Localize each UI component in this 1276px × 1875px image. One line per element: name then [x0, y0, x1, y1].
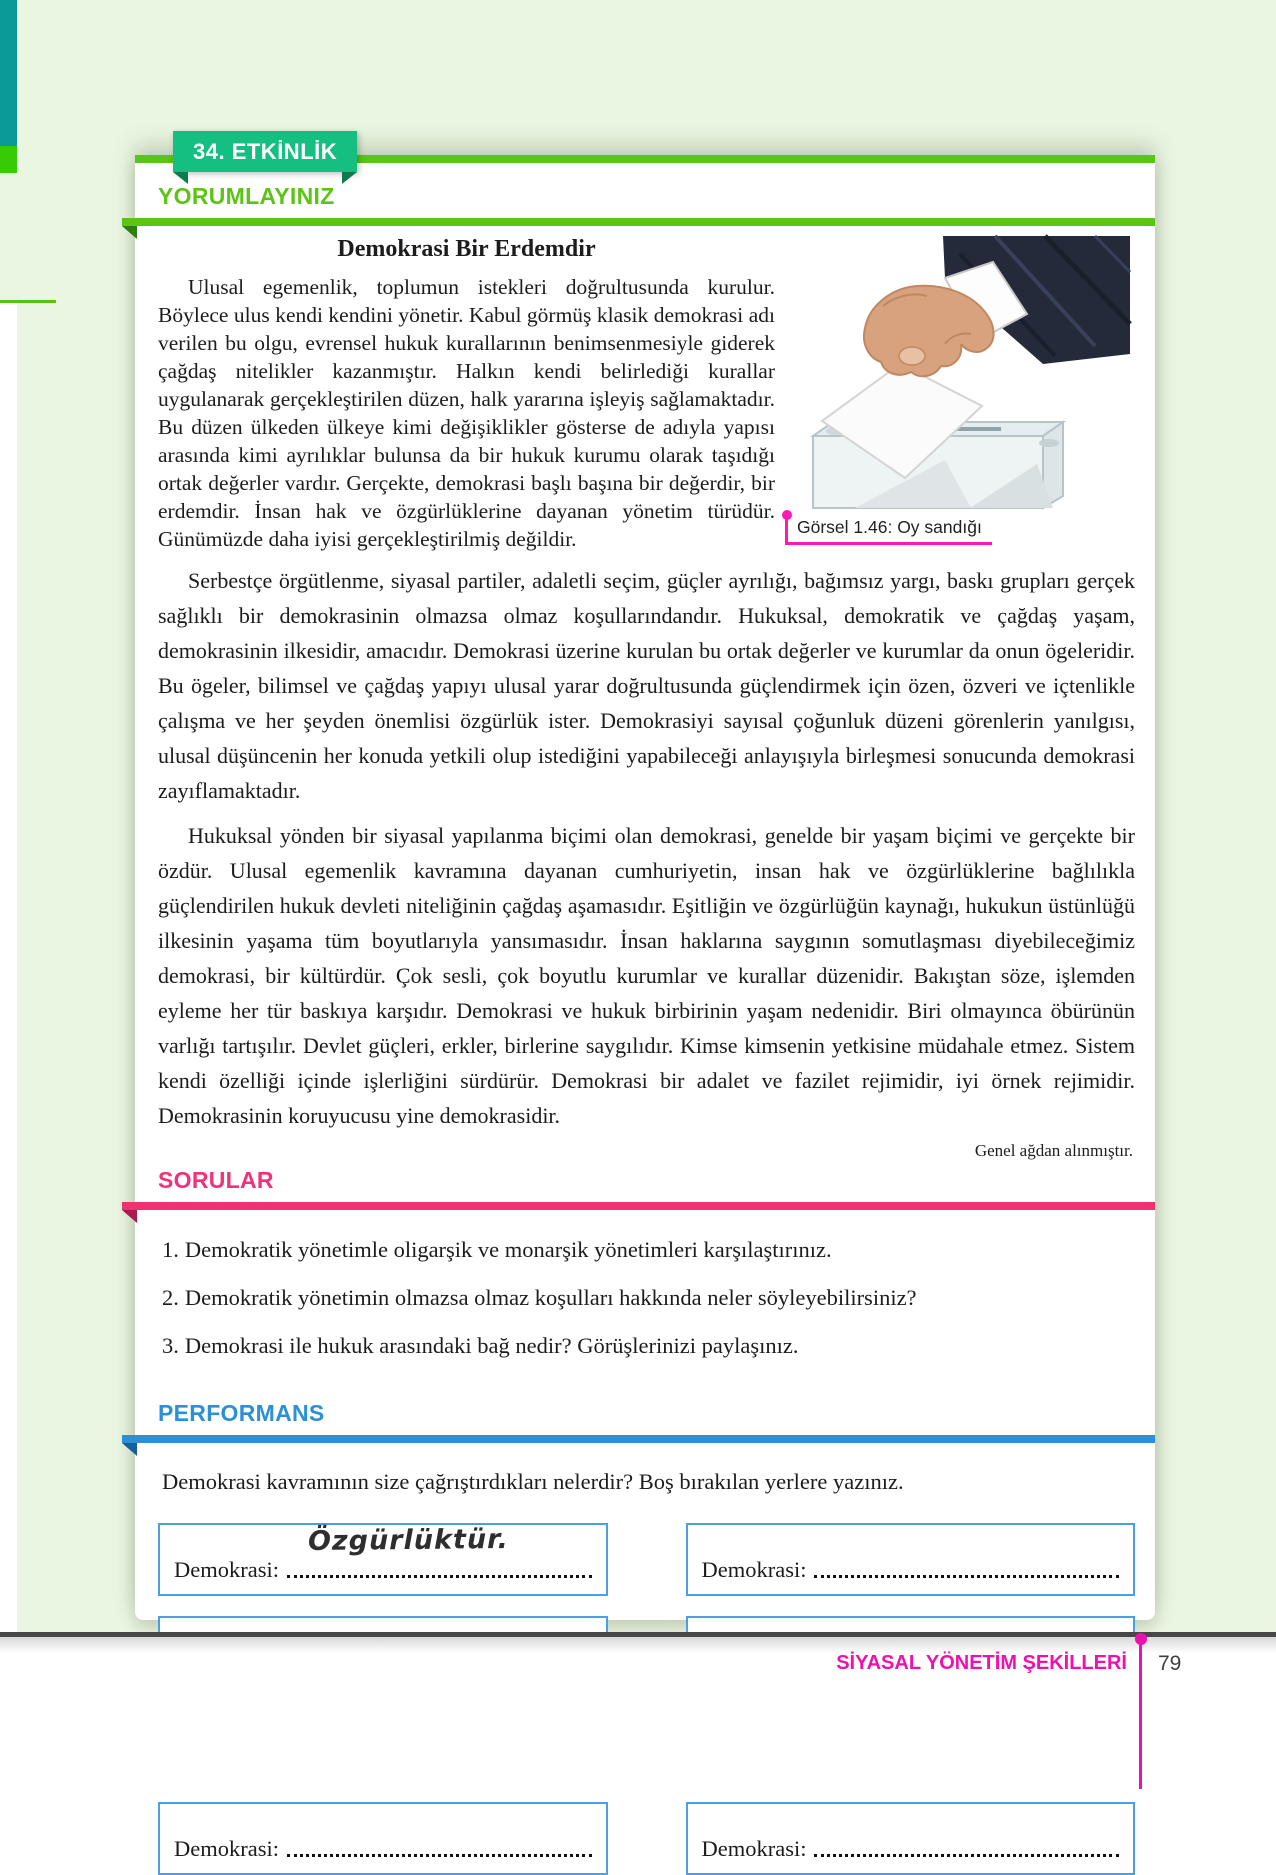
footer-pin-dot	[1135, 1633, 1147, 1645]
page-number: 79	[1158, 1652, 1182, 1675]
dotted-line	[814, 1854, 1119, 1857]
answer-box-label: Demokrasi:	[174, 1557, 279, 1582]
answer-box-1[interactable]	[158, 1523, 608, 1596]
question-1-number: 1.	[162, 1237, 179, 1262]
dotted-line	[287, 1575, 592, 1578]
article-paragraph-2: Serbestçe örgütlenme, siyasal partiler, adaletli seçim, güçler ayrılığı, bağımsız yargı, baskı grupları gerçek sağlıklı bir demokrasinin olmazsa olmaz koşullarındandır. Hukuksal, demokratik ve çağdaş yaşam, demokrasinin ilkesidir, amacıdır. Demokrasi üzerine kurulan bu ortak değerler ve kurumlar da onun ögeleridir. Bu ögeler, bilimsel ve çağdaş yapıyı ulusal yarar doğrultusunda güçlendirmek için özen, özveri ve içtenlikle çalışma ve her şeyden önemlisi özgürlük ister. Demokrasiyi sayısal çoğunluk düzeni görenlerin yanılgısı, ulusal düşüncenin her konuda yetkili olup istediğini yapabileceği anlayışıyla birleşmesi sonucunda demokrasi zayıflamaktadır.	[158, 568, 1135, 803]
section-performance-divider	[122, 1435, 1155, 1443]
source-note: Genel ağdan alınmıştır.	[974, 1141, 1133, 1160]
dotted-line	[287, 1854, 592, 1857]
section-interpret-divider	[122, 218, 1155, 226]
question-2-number: 2.	[162, 1285, 179, 1310]
caption-pin-dot	[782, 510, 792, 520]
answer-box-label: Demokrasi:	[174, 1836, 279, 1861]
left-edge-margin	[0, 303, 17, 1789]
section-performance-label: PERFORMANS	[158, 1400, 325, 1426]
question-2-text: Demokratik yönetimin olmazsa olmaz koşulları hakkında neler söyleyebilirsiniz?	[184, 1285, 917, 1310]
answer-box-label: Demokrasi:	[701, 1557, 807, 1582]
answer-box-label: Demokrasi:	[701, 1836, 807, 1861]
article	[158, 236, 1135, 1161]
figure-ballot-box	[795, 236, 1135, 545]
dotted-line	[814, 1575, 1119, 1578]
question-3-text: Demokrasi ile hukuk arasındaki bağ nedir? Görüşlerinizi paylaşınız.	[184, 1333, 799, 1358]
section-questions-label: SORULAR	[158, 1167, 274, 1193]
ballot-box-photo	[795, 236, 1130, 508]
question-1	[162, 1226, 1135, 1274]
activity-tab	[173, 131, 357, 172]
section-interpret-label: YORUMLAYINIZ	[158, 183, 335, 209]
answer-box-2[interactable]	[686, 1523, 1136, 1596]
article-title: Demokrasi Bir Erdemdir	[337, 236, 596, 262]
question-1-text: Demokratik yönetimle oligarşik ve monarşik yönetimleri karşılaştırınız.	[184, 1237, 832, 1262]
figure-caption: Görsel 1.46: Oy sandığı	[785, 516, 992, 545]
answer-box-8[interactable]	[686, 1802, 1136, 1875]
question-2	[162, 1274, 1135, 1322]
section-questions-divider	[122, 1202, 1155, 1210]
answer-box-7[interactable]	[158, 1802, 608, 1875]
left-edge-teal-bar	[0, 0, 17, 146]
article-paragraph-3: Hukuksal yönden bir siyasal yapılanma biçimi olan demokrasi, genelde bir yaşam biçimi ve gerçekte bir özdür. Ulusal egemenlik kavramına dayanan cumhuriyetin, insan hak ve özgürlüklerine bağlılıkla güçlendirilen hukuk devleti niteliğinin çağdaş aşamasıdır. Eşitliğin ve özgürlüğün kaynağı, hukukun üstünlüğü ilkesinin yaşama tüm boyutlarıyla yansımasıdır. İnsan haklarına saygının somutlaşması diyebileceğimiz demokrasi, bir kültürdür. Çok sesli, çok boyutlu kurumlar ve kurallar düzenidir. Bakıştan söze, işlemden eyleme her tür baskıya karşıdır. Demokrasi ve hukuk birbirinin yaşam nedenidir. Biri olmayınca öbürünün varlığı tartışılır. Devlet güçleri, erkler, birlerine saygılıdır. Kimse kimsenin yetkisine müdahale etmez. Sistem kendi özelliği içinde işlerliğini sürdürür. Demokrasi bir adalet ve fazilet rejimidir, iyi örnek rejimidir. Demokrasinin koruyucusu yine demokrasidir.	[158, 823, 1135, 1128]
question-3-number: 3.	[162, 1333, 179, 1358]
footer-divider-line	[1139, 1637, 1142, 1789]
question-3	[162, 1322, 1135, 1370]
left-edge-green-bar	[0, 146, 17, 173]
activity-tab-label: 34. ETKİNLİK	[193, 138, 338, 164]
handwritten-answer: Özgürlüktür.	[307, 1523, 509, 1558]
question-list	[162, 1226, 1135, 1370]
article-paragraph-1: Ulusal egemenlik, toplumun istekleri doğrultusunda kurulur. Böylece ulus kendi kendini yönetir. Kabul görmüş klasik demokrasi adı verilen bu olgu, evrensel hukuk kurallarının benimsenmesiyle giderek çağdaş nitelikler kazanmıştır. Halkın kendi belirlediği kurallar uygulanarak gerçekleştirilen düzen, halk yararına işleyiş sağlamaktadır. Bu düzen ülkeden ülkeye kimi değişiklikler gösterse de adıyla yapısı arasında kimi ayrılıklar bulunsa da bir hukuk kurumu olarak taşıdığı ortak değerler vardır. Gerçekte, demokrasi başlı başına bir değerdir, bir erdemdir. İnsan hak ve özgürlüklerine dayanan yönetim türüdür. Günümüzde daha iyisi gerçekleştirilmiş değildir.	[158, 275, 775, 551]
performance-prompt: Demokrasi kavramının size çağrıştırdıkları nelerdir? Boş bırakılan yerlere yazınız.	[162, 1469, 904, 1494]
footer-chapter-title: SİYASAL YÖNETİM ŞEKİLLERİ	[836, 1652, 1127, 1674]
